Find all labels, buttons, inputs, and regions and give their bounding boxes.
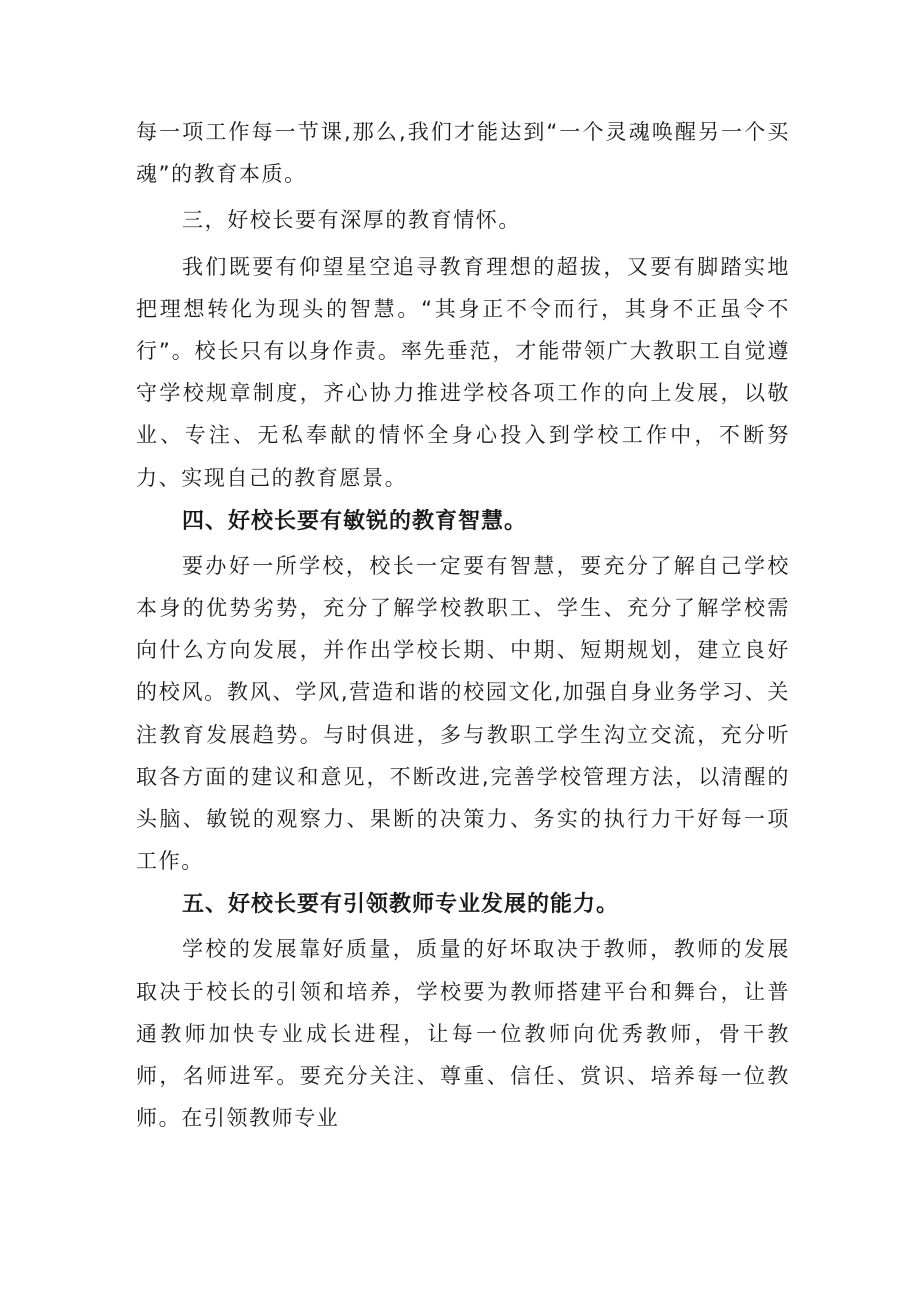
section-3-subheading: 三，好校长要有深厚的教育情怀。: [182, 208, 521, 233]
paragraph-continuation: 每一项工作每一节课,那么,我们才能达到“一个灵魂唤醒另一个买魂”的教育本质。: [136, 120, 790, 187]
section-4-body: 要办好一所学校，校长一定要有智慧，要充分了解自己学校本身的优势劣势，充分了解学校教职工、学生、充分了解学校需向什么方向发展，并作出学校长期、中期、短期规划，建立良好的校风。教风、学风,营造和谐的校园文化,加强自身业务学习、关注教育发展趋势。与时俱进，多与教职工学生沟立交流，充分听取各方面的建议和意见，不断改进,完善学校管理方法，以清醒的头脑、敏锐的观察力、果断的决策力、务实的执行力干好每一项工作。: [136, 553, 790, 874]
document-body: [136, 111, 790, 1139]
section-5-body: 学校的发展靠好质量，质量的好坏取决于教师，教师的发展取决于校长的引领和培养，学校要为教师搭建平台和舞台，让普通教师加快专业成长进程，让每一位教师向优秀教师，骨干教师，名师进军。要充分关注、尊重、信任、赏识、培养每一位教师。在引领教师专业: [136, 937, 790, 1131]
section-5-heading: 五、好校长要有引领教师专业发展的能力。: [182, 892, 620, 918]
section-3-body: 我们既要有仰望星空追寻教育理想的超拔，又要有脚踏实地把理想转化为现头的智慧。“其身正不令而行，其身不正虽令不行”。校长只有以身作责。率先垂范，才能带领广大教职工自觉遵守学校规章制度，齐心协力推进学校各项工作的向上发展，以敬业、专注、无私奉献的情怀全身心投入到学校工作中，不断努力、实现自己的教育愿景。: [136, 254, 790, 490]
section-4-heading: 四、好校长要有敏锐的教育智慧。: [182, 508, 528, 534]
